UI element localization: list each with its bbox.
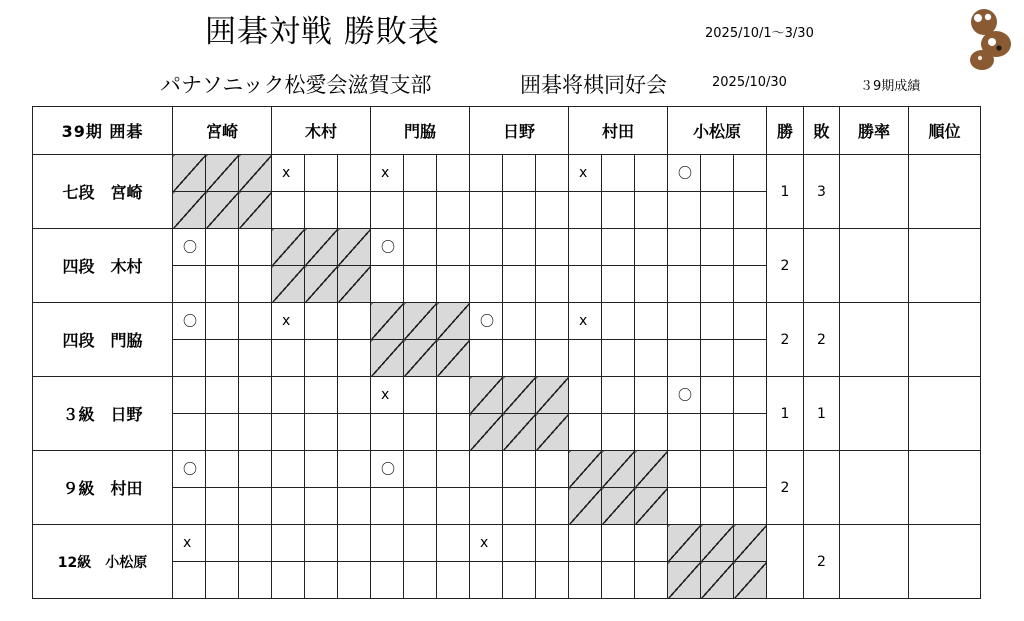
game-result-cell (305, 377, 338, 414)
stat-header: 順位 (909, 107, 981, 155)
game-result-cell: x (272, 155, 305, 192)
game-result-cell (536, 525, 569, 562)
self-match-cell (503, 377, 536, 414)
self-match-cell (602, 451, 635, 488)
game-result-cell (734, 451, 767, 488)
game-result-cell (635, 525, 668, 562)
game-result-cell (305, 562, 338, 599)
stat-losses-cell (804, 229, 840, 303)
self-match-cell (437, 303, 470, 340)
game-result-cell (503, 192, 536, 229)
game-result-cell (173, 266, 206, 303)
game-result-cell (668, 451, 701, 488)
self-match-cell (668, 562, 701, 599)
game-result-cell (371, 525, 404, 562)
game-result-cell (404, 229, 437, 266)
self-match-cell (470, 377, 503, 414)
opponent-header: 木村 (272, 107, 371, 155)
game-result-cell (602, 303, 635, 340)
game-result-cell (569, 229, 602, 266)
stat-wins-cell: 2 (767, 229, 804, 303)
game-result-cell (206, 525, 239, 562)
club-name: パナソニック松愛会滋賀支部 (160, 73, 432, 97)
game-result-cell (536, 562, 569, 599)
player-name: ３級 日野 (33, 377, 173, 451)
opponent-header: 宮崎 (173, 107, 272, 155)
report-date: 2025/10/30 (712, 75, 787, 90)
player-name: ９級 村田 (33, 451, 173, 525)
game-result-cell (404, 525, 437, 562)
game-result-cell (338, 451, 371, 488)
stat-header: 勝率 (840, 107, 909, 155)
game-result-cell (404, 377, 437, 414)
game-result-cell (734, 229, 767, 266)
game-result-cell: 〇 (371, 451, 404, 488)
game-result-cell (404, 414, 437, 451)
game-result-cell (470, 266, 503, 303)
player-row (33, 155, 981, 192)
game-result-cell (602, 525, 635, 562)
self-match-cell (635, 488, 668, 525)
game-result-cell: 〇 (668, 377, 701, 414)
game-result-cell (338, 414, 371, 451)
game-result-cell (437, 266, 470, 303)
game-result-cell (239, 414, 272, 451)
stat-rank-cell (909, 451, 981, 525)
opponent-header: 日野 (470, 107, 569, 155)
game-result-cell: 〇 (173, 303, 206, 340)
game-result-cell (371, 192, 404, 229)
stat-rank-cell (909, 155, 981, 229)
game-result-cell (206, 414, 239, 451)
game-result-cell (272, 377, 305, 414)
game-result-cell (602, 155, 635, 192)
game-result-cell (371, 488, 404, 525)
game-result-cell (701, 229, 734, 266)
stat-header: 敗 (804, 107, 840, 155)
game-result-cell (701, 266, 734, 303)
self-match-cell (536, 377, 569, 414)
game-result-cell: x (272, 303, 305, 340)
stat-losses-cell (804, 451, 840, 525)
game-result-cell (635, 266, 668, 303)
game-result-cell (569, 525, 602, 562)
game-result-cell (536, 488, 569, 525)
game-result-cell (635, 155, 668, 192)
self-match-cell (206, 192, 239, 229)
game-result-cell (569, 414, 602, 451)
player-name: 12級 小松原 (33, 525, 173, 599)
game-result-cell (470, 340, 503, 377)
game-result-cell (371, 414, 404, 451)
game-result-cell (305, 525, 338, 562)
self-match-cell (272, 266, 305, 303)
game-result-cell (470, 451, 503, 488)
game-result-cell (437, 155, 470, 192)
game-result-cell (503, 562, 536, 599)
game-result-cell (734, 377, 767, 414)
game-result-cell (668, 340, 701, 377)
opponent-header: 小松原 (668, 107, 767, 155)
game-result-cell: x (470, 525, 503, 562)
game-result-cell (404, 192, 437, 229)
self-match-cell (338, 266, 371, 303)
game-result-cell (503, 525, 536, 562)
game-result-cell (602, 340, 635, 377)
self-match-cell (239, 155, 272, 192)
game-result-cell (536, 303, 569, 340)
self-match-cell (503, 414, 536, 451)
game-result-cell (206, 266, 239, 303)
game-result-cell (404, 266, 437, 303)
game-result-cell (338, 303, 371, 340)
game-result-cell (668, 229, 701, 266)
game-result-cell (338, 488, 371, 525)
game-result-cell: 〇 (470, 303, 503, 340)
player-row (33, 229, 981, 266)
game-result-cell (239, 340, 272, 377)
game-result-cell (701, 192, 734, 229)
game-result-cell (701, 414, 734, 451)
self-match-cell (536, 414, 569, 451)
game-result-cell (338, 192, 371, 229)
self-match-cell (371, 340, 404, 377)
game-result-cell (338, 155, 371, 192)
stat-rate-cell (840, 303, 909, 377)
game-result-cell: 〇 (668, 155, 701, 192)
game-result-cell (536, 229, 569, 266)
game-result-cell (602, 229, 635, 266)
game-result-cell (437, 414, 470, 451)
game-result-cell (173, 377, 206, 414)
game-result-cell (371, 562, 404, 599)
results-table (32, 106, 981, 599)
game-result-cell: 〇 (173, 229, 206, 266)
game-result-cell (239, 266, 272, 303)
game-result-cell (338, 377, 371, 414)
game-result-cell (536, 155, 569, 192)
game-result-cell (503, 488, 536, 525)
game-result-cell (206, 340, 239, 377)
game-result-cell: x (569, 155, 602, 192)
game-result-cell (668, 192, 701, 229)
game-result-cell (437, 562, 470, 599)
game-result-cell (305, 414, 338, 451)
stat-wins-cell: 2 (767, 303, 804, 377)
self-match-cell (701, 562, 734, 599)
game-result-cell (437, 525, 470, 562)
player-row (33, 303, 981, 340)
game-result-cell (734, 414, 767, 451)
stat-losses-cell: 2 (804, 525, 840, 599)
game-result-cell (503, 303, 536, 340)
game-result-cell (536, 192, 569, 229)
association-name: 囲碁将棋同好会 (520, 73, 667, 97)
game-result-cell (734, 303, 767, 340)
self-match-cell (635, 451, 668, 488)
player-name: 四段 門脇 (33, 303, 173, 377)
game-result-cell (272, 525, 305, 562)
game-result-cell (173, 562, 206, 599)
game-result-cell (569, 340, 602, 377)
game-result-cell (470, 488, 503, 525)
stat-rank-cell (909, 303, 981, 377)
stat-header: 勝 (767, 107, 804, 155)
stat-losses-cell: 3 (804, 155, 840, 229)
player-name: 七段 宮崎 (33, 155, 173, 229)
game-result-cell (239, 525, 272, 562)
game-result-cell (635, 414, 668, 451)
game-result-cell (701, 155, 734, 192)
game-result-cell (239, 451, 272, 488)
game-result-cell (437, 229, 470, 266)
game-result-cell (404, 155, 437, 192)
game-result-cell (503, 451, 536, 488)
stat-rate-cell (840, 229, 909, 303)
go-stones-logo-icon (962, 4, 1014, 72)
game-result-cell (305, 488, 338, 525)
game-result-cell (404, 488, 437, 525)
game-result-cell (437, 451, 470, 488)
game-result-cell: 〇 (371, 229, 404, 266)
stat-rate-cell (840, 155, 909, 229)
stat-rate-cell (840, 377, 909, 451)
self-match-cell (701, 525, 734, 562)
game-result-cell (602, 266, 635, 303)
game-result-cell (206, 488, 239, 525)
game-result-cell (635, 303, 668, 340)
game-result-cell (635, 229, 668, 266)
game-result-cell (206, 451, 239, 488)
opponent-header: 門脇 (371, 107, 470, 155)
game-result-cell (272, 562, 305, 599)
game-result-cell (569, 562, 602, 599)
self-match-cell (470, 414, 503, 451)
game-result-cell (272, 192, 305, 229)
stat-rank-cell (909, 229, 981, 303)
game-result-cell (734, 488, 767, 525)
player-row (33, 451, 981, 488)
self-match-cell (734, 525, 767, 562)
game-result-cell (734, 340, 767, 377)
game-result-cell (503, 266, 536, 303)
self-match-cell (305, 266, 338, 303)
stat-wins-cell (767, 525, 804, 599)
game-result-cell (305, 303, 338, 340)
game-result-cell (173, 340, 206, 377)
game-result-cell (305, 340, 338, 377)
game-result-cell (239, 562, 272, 599)
game-result-cell (701, 488, 734, 525)
game-result-cell (437, 488, 470, 525)
game-result-cell: x (371, 155, 404, 192)
game-result-cell (602, 414, 635, 451)
game-result-cell (602, 377, 635, 414)
game-result-cell (734, 192, 767, 229)
game-result-cell (503, 155, 536, 192)
game-result-cell (305, 192, 338, 229)
game-result-cell (734, 155, 767, 192)
self-match-cell (734, 562, 767, 599)
game-result-cell (272, 451, 305, 488)
term-label: ３9期成績 (860, 79, 921, 94)
game-result-cell (470, 229, 503, 266)
table-corner-label: 39期 囲碁 (33, 107, 173, 155)
game-result-cell (503, 340, 536, 377)
self-match-cell (569, 488, 602, 525)
game-result-cell: x (173, 525, 206, 562)
game-result-cell (338, 525, 371, 562)
self-match-cell (404, 303, 437, 340)
player-name: 四段 木村 (33, 229, 173, 303)
self-match-cell (602, 488, 635, 525)
game-result-cell (569, 192, 602, 229)
game-result-cell (239, 303, 272, 340)
player-row (33, 377, 981, 414)
stat-losses-cell: 2 (804, 303, 840, 377)
game-result-cell (305, 155, 338, 192)
game-result-cell (701, 340, 734, 377)
game-result-cell (668, 488, 701, 525)
game-result-cell (239, 377, 272, 414)
game-result-cell (602, 562, 635, 599)
game-result-cell (635, 192, 668, 229)
game-result-cell (569, 377, 602, 414)
self-match-cell (272, 229, 305, 266)
game-result-cell (470, 562, 503, 599)
game-result-cell (635, 377, 668, 414)
player-row (33, 525, 981, 562)
game-result-cell (536, 451, 569, 488)
game-result-cell (338, 340, 371, 377)
game-result-cell (437, 192, 470, 229)
game-result-cell (338, 562, 371, 599)
stat-wins-cell: 1 (767, 377, 804, 451)
game-result-cell (173, 414, 206, 451)
game-result-cell (569, 266, 602, 303)
game-result-cell (206, 229, 239, 266)
game-result-cell (470, 192, 503, 229)
game-result-cell (239, 229, 272, 266)
game-result-cell (602, 192, 635, 229)
game-result-cell (206, 562, 239, 599)
game-result-cell (734, 266, 767, 303)
game-result-cell: 〇 (173, 451, 206, 488)
self-match-cell (239, 192, 272, 229)
game-result-cell (668, 303, 701, 340)
self-match-cell (668, 525, 701, 562)
game-result-cell (206, 303, 239, 340)
game-result-cell: x (569, 303, 602, 340)
stat-wins-cell: 2 (767, 451, 804, 525)
game-result-cell (635, 340, 668, 377)
game-result-cell (437, 377, 470, 414)
stat-wins-cell: 1 (767, 155, 804, 229)
game-result-cell (404, 451, 437, 488)
game-result-cell (305, 451, 338, 488)
stat-losses-cell: 1 (804, 377, 840, 451)
game-result-cell (173, 488, 206, 525)
game-result-cell (701, 451, 734, 488)
self-match-cell (305, 229, 338, 266)
period-range: 2025/10/1～3/30 (705, 26, 814, 41)
page-title: 囲碁対戦 勝敗表 (205, 14, 440, 50)
game-result-cell (536, 266, 569, 303)
game-result-cell (272, 340, 305, 377)
game-result-cell (635, 562, 668, 599)
game-result-cell (668, 266, 701, 303)
self-match-cell (338, 229, 371, 266)
game-result-cell (503, 229, 536, 266)
self-match-cell (371, 303, 404, 340)
self-match-cell (173, 155, 206, 192)
game-result-cell (272, 488, 305, 525)
game-result-cell (404, 562, 437, 599)
opponent-header: 村田 (569, 107, 668, 155)
game-result-cell (470, 155, 503, 192)
game-result-cell (668, 414, 701, 451)
self-match-cell (206, 155, 239, 192)
self-match-cell (173, 192, 206, 229)
game-result-cell (701, 303, 734, 340)
self-match-cell (404, 340, 437, 377)
stat-rate-cell (840, 451, 909, 525)
game-result-cell (536, 340, 569, 377)
game-result-cell (206, 377, 239, 414)
stat-rank-cell (909, 377, 981, 451)
game-result-cell: x (371, 377, 404, 414)
game-result-cell (239, 488, 272, 525)
self-match-cell (569, 451, 602, 488)
stat-rate-cell (840, 525, 909, 599)
game-result-cell (272, 414, 305, 451)
stat-rank-cell (909, 525, 981, 599)
game-result-cell (701, 377, 734, 414)
self-match-cell (437, 340, 470, 377)
game-result-cell (371, 266, 404, 303)
